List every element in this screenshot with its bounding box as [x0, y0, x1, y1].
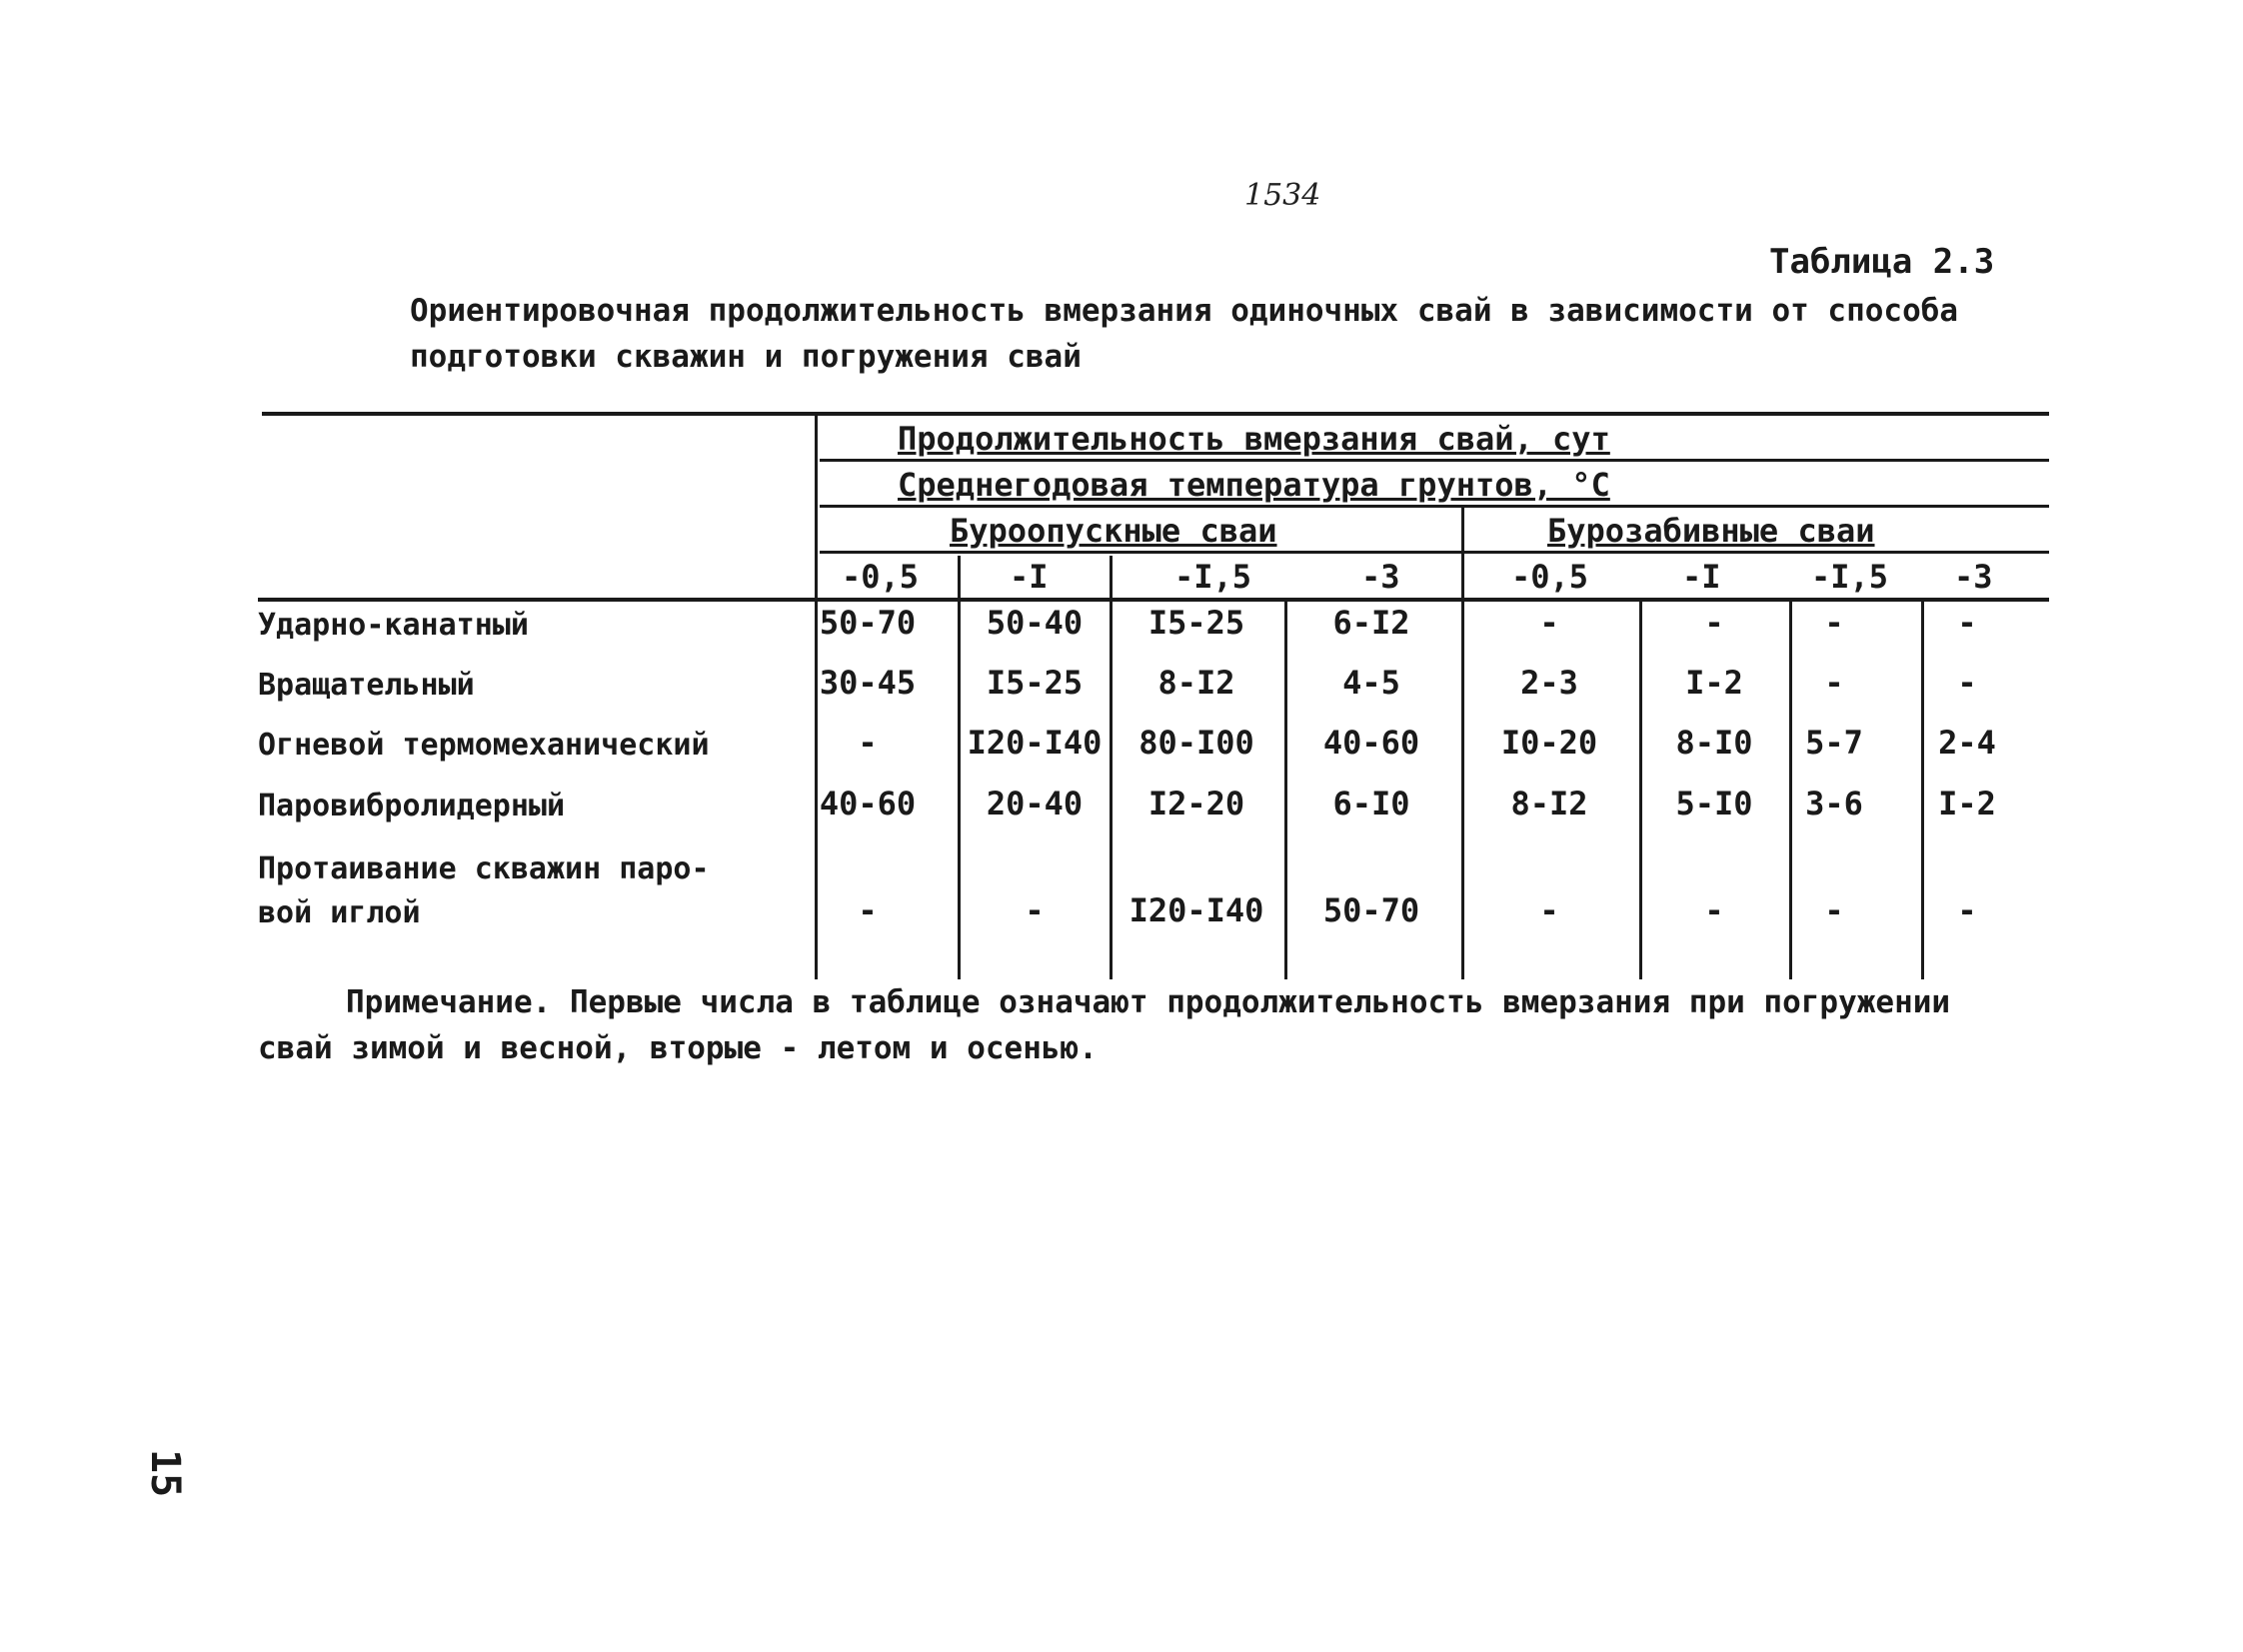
table-cell: 2-4 — [1938, 724, 1996, 762]
table-cell: I-2 — [1685, 664, 1743, 702]
table-cell: - — [1824, 604, 1844, 642]
table-cell: - — [1539, 891, 1559, 929]
table-cell: 6-I2 — [1332, 604, 1410, 642]
column-divider — [1461, 508, 1464, 979]
table-cell: - — [1539, 604, 1559, 642]
table-cell: - — [1957, 891, 1977, 929]
table-cell: I5-25 — [986, 664, 1084, 702]
table-cell: 40-60 — [819, 785, 917, 823]
temp-col-8: -3 — [1954, 558, 1993, 596]
header-main: Продолжительность вмерзания свай, сут — [898, 420, 1610, 458]
table-cell: I20-I40 — [967, 724, 1103, 762]
table-cell: 20-40 — [986, 785, 1084, 823]
temp-col-7: -I,5 — [1811, 558, 1889, 596]
table-cell: - — [1704, 891, 1724, 929]
table-cell: 50-70 — [1322, 891, 1420, 929]
header-rule-1 — [820, 459, 2049, 462]
table-caption — [410, 288, 1969, 380]
handwritten-page-mark: 1534 — [1244, 178, 1321, 213]
table-cell: 8-I2 — [1510, 785, 1588, 823]
header-group-bored-lowered: Буроопускные сваи — [950, 512, 1277, 550]
table-cell: 30-45 — [819, 664, 917, 702]
table-cell: I0-20 — [1500, 724, 1598, 762]
temp-col-3: -I,5 — [1174, 558, 1252, 596]
table-cell: 80-I00 — [1138, 724, 1254, 762]
note-line-2: свай зимой и весной, вторые - летом и осенью. — [258, 1030, 1098, 1066]
temp-col-4: -3 — [1361, 558, 1400, 596]
row-label: Вращательный — [258, 668, 475, 703]
header-bottom-rule — [258, 598, 2049, 602]
table-cell: I20-I40 — [1128, 891, 1264, 929]
table-cell: 8-I0 — [1675, 724, 1753, 762]
table-cell: - — [1824, 891, 1844, 929]
row-label: Ударно-канатный — [258, 608, 529, 643]
temp-col-5: -0,5 — [1511, 558, 1589, 596]
table-cell: 2-3 — [1520, 664, 1578, 702]
table-cell: 5-I0 — [1675, 785, 1753, 823]
table-cell: 4-5 — [1342, 664, 1400, 702]
caption-line-1: Ориентировочная продолжительность вмерзания одиночных свай в зависимости от способа — [410, 293, 1959, 329]
table-cell: - — [1704, 604, 1724, 642]
table-top-rule — [262, 412, 2049, 416]
table-note — [258, 979, 1957, 1071]
table-cell: - — [858, 891, 878, 929]
temp-col-2: -I — [1010, 558, 1049, 596]
row-label: Огневой термомеханический — [258, 728, 710, 763]
temp-col-6: -I — [1682, 558, 1721, 596]
table-cell: 40-60 — [1322, 724, 1420, 762]
row-label: Паровибролидерный — [258, 789, 566, 824]
header-group-bored-driven: Бурозабивные сваи — [1547, 512, 1875, 550]
row-label: вой иглой — [258, 895, 421, 930]
column-divider — [1284, 600, 1287, 979]
note-line-1: Примечание. Первые числа в таблице означают продолжительность вмерзания при погружении — [346, 984, 1951, 1020]
table-number: Таблица 2.3 — [1769, 242, 1995, 282]
table-cell: - — [1957, 664, 1977, 702]
table-cell: I2-20 — [1147, 785, 1245, 823]
table-cell: 5-7 — [1805, 724, 1863, 762]
table-cell: - — [1824, 664, 1844, 702]
table-cell: 8-I2 — [1157, 664, 1235, 702]
page-number: 15 — [142, 1449, 188, 1498]
header-rule-3 — [820, 551, 2049, 554]
row-label: Протаивание скважин паро- — [258, 851, 710, 886]
table-cell: - — [1025, 891, 1045, 929]
table-cell: 50-40 — [986, 604, 1084, 642]
temp-col-1: -0,5 — [842, 558, 920, 596]
table-cell: 50-70 — [819, 604, 917, 642]
table-cell: I5-25 — [1147, 604, 1245, 642]
header-temperature: Среднегодовая температура грунтов, °С — [898, 466, 1610, 504]
table-cell: - — [1957, 604, 1977, 642]
table-cell: 6-I0 — [1332, 785, 1410, 823]
header-rule-2 — [820, 505, 2049, 508]
table-cell: I-2 — [1938, 785, 1996, 823]
table-cell: - — [858, 724, 878, 762]
table-cell: 3-6 — [1805, 785, 1863, 823]
caption-line-2: подготовки скважин и погружения свай — [410, 339, 1082, 375]
